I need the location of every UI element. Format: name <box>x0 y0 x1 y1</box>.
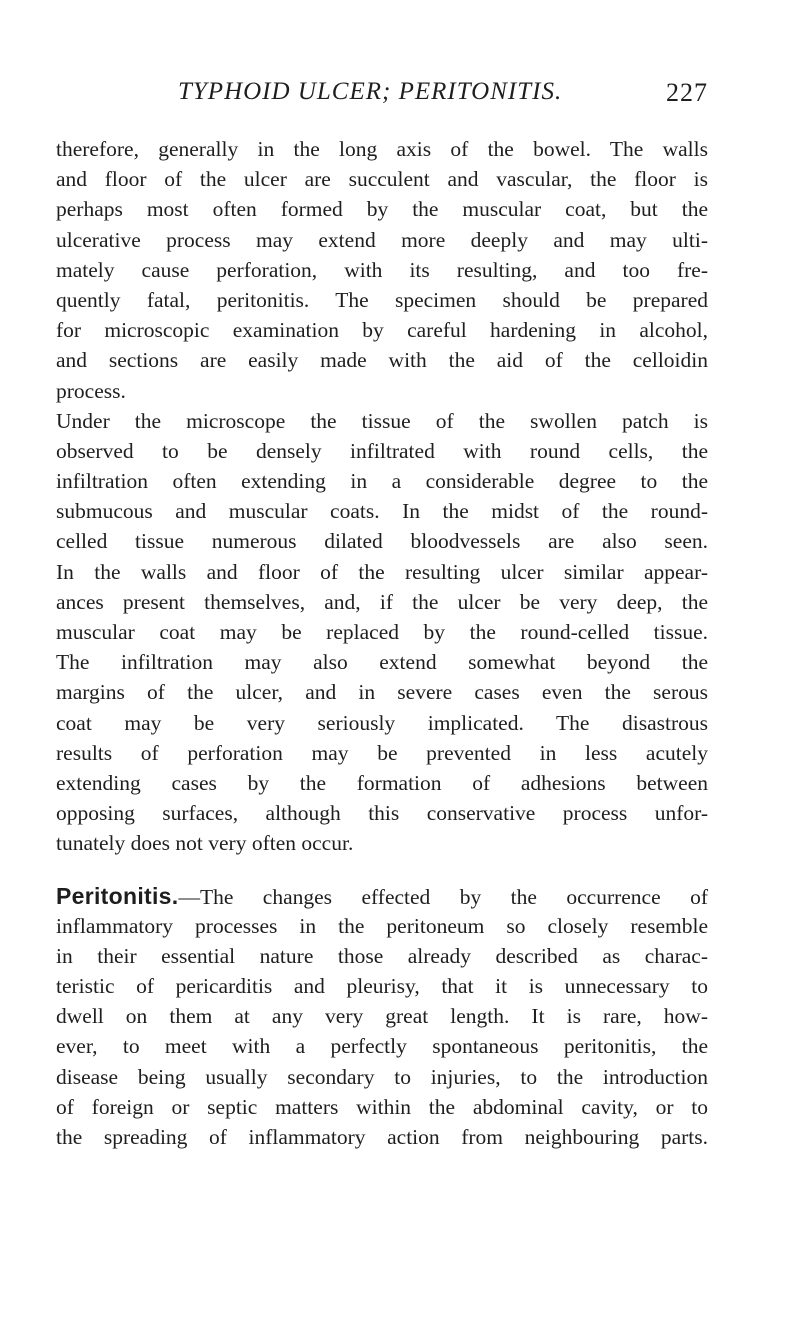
paragraph-continuation <box>56 134 708 406</box>
text-line: quently fatal, peritonitis. The specimen should be prepared <box>56 287 708 312</box>
section-heading: Peritonitis. <box>56 882 179 909</box>
text-line: tunately does not very often occur. <box>56 831 354 856</box>
text-line: opposing surfaces, although this conservative process unfor- <box>56 801 708 826</box>
section-first-line <box>56 881 708 911</box>
text-line: observed to be densely infiltrated with round cells, the <box>56 438 708 463</box>
text-line: teristic of pericarditis and pleurisy, that it is unnecessary to <box>56 974 708 999</box>
body-text <box>56 134 708 1152</box>
text-line: and floor of the ulcer are succulent and vascular, the floor is <box>56 167 708 192</box>
section-first-line-text: —The changes effected by the occurrence of <box>178 884 708 909</box>
running-head <box>178 78 708 118</box>
text-line: ever, to meet with a perfectly spontaneous peritonitis, the <box>56 1034 708 1059</box>
text-line: extending cases by the formation of adhesions between <box>56 770 708 795</box>
text-line: for microscopic examination by careful hardening in alcohol, <box>56 318 708 343</box>
running-title: TYPHOID ULCER; PERITONITIS. <box>178 78 563 105</box>
section-spacer <box>56 859 708 881</box>
text-line: celled tissue numerous dilated bloodvessels are also seen. <box>56 529 708 554</box>
text-line: ances present themselves, and, if the ulcer be very deep, the <box>56 589 708 614</box>
text-line: In the walls and floor of the resulting ulcer similar appear- <box>56 559 708 584</box>
text-line: Under the microscope the tissue of the swollen patch is <box>56 408 708 433</box>
text-line: perhaps most often formed by the muscular coat, but the <box>56 197 708 222</box>
text-line: submucous and muscular coats. In the midst of the round- <box>56 499 708 524</box>
text-line: infiltration often extending in a considerable degree to the <box>56 469 708 494</box>
text-line: therefore, generally in the long axis of the bowel. The walls <box>56 137 708 161</box>
text-line: dwell on them at any very great length. It is rare, how- <box>56 1004 708 1029</box>
text-line: ulcerative process may extend more deeply and may ulti- <box>56 227 708 252</box>
text-line: the spreading of inflammatory action from neighbouring parts. <box>56 1125 708 1149</box>
text-line: margins of the ulcer, and in severe cases even the serous <box>56 680 708 705</box>
text-line: process. <box>56 378 126 403</box>
text-line: of foreign or septic matters within the abdominal cavity, or to <box>56 1094 708 1119</box>
section-peritonitis <box>56 881 708 1153</box>
text-line: inflammatory processes in the peritoneum so closely resemble <box>56 913 708 938</box>
text-line: results of perforation may be prevented in less acutely <box>56 740 708 765</box>
text-line: mately cause perforation, with its resulting, and too fre- <box>56 257 708 282</box>
text-line: The infiltration may also extend somewhat beyond the <box>56 650 708 675</box>
text-line: in their essential nature those already described as charac- <box>56 943 708 968</box>
text-line: disease being usually secondary to injuries, to the introduction <box>56 1064 708 1089</box>
text-line: coat may be very seriously implicated. The disastrous <box>56 710 708 735</box>
text-line: muscular coat may be replaced by the round-celled tissue. <box>56 620 708 644</box>
paragraph-microscope <box>56 406 708 859</box>
page-number: 227 <box>666 78 708 107</box>
text-line: and sections are easily made with the aid of the celloidin <box>56 348 708 373</box>
